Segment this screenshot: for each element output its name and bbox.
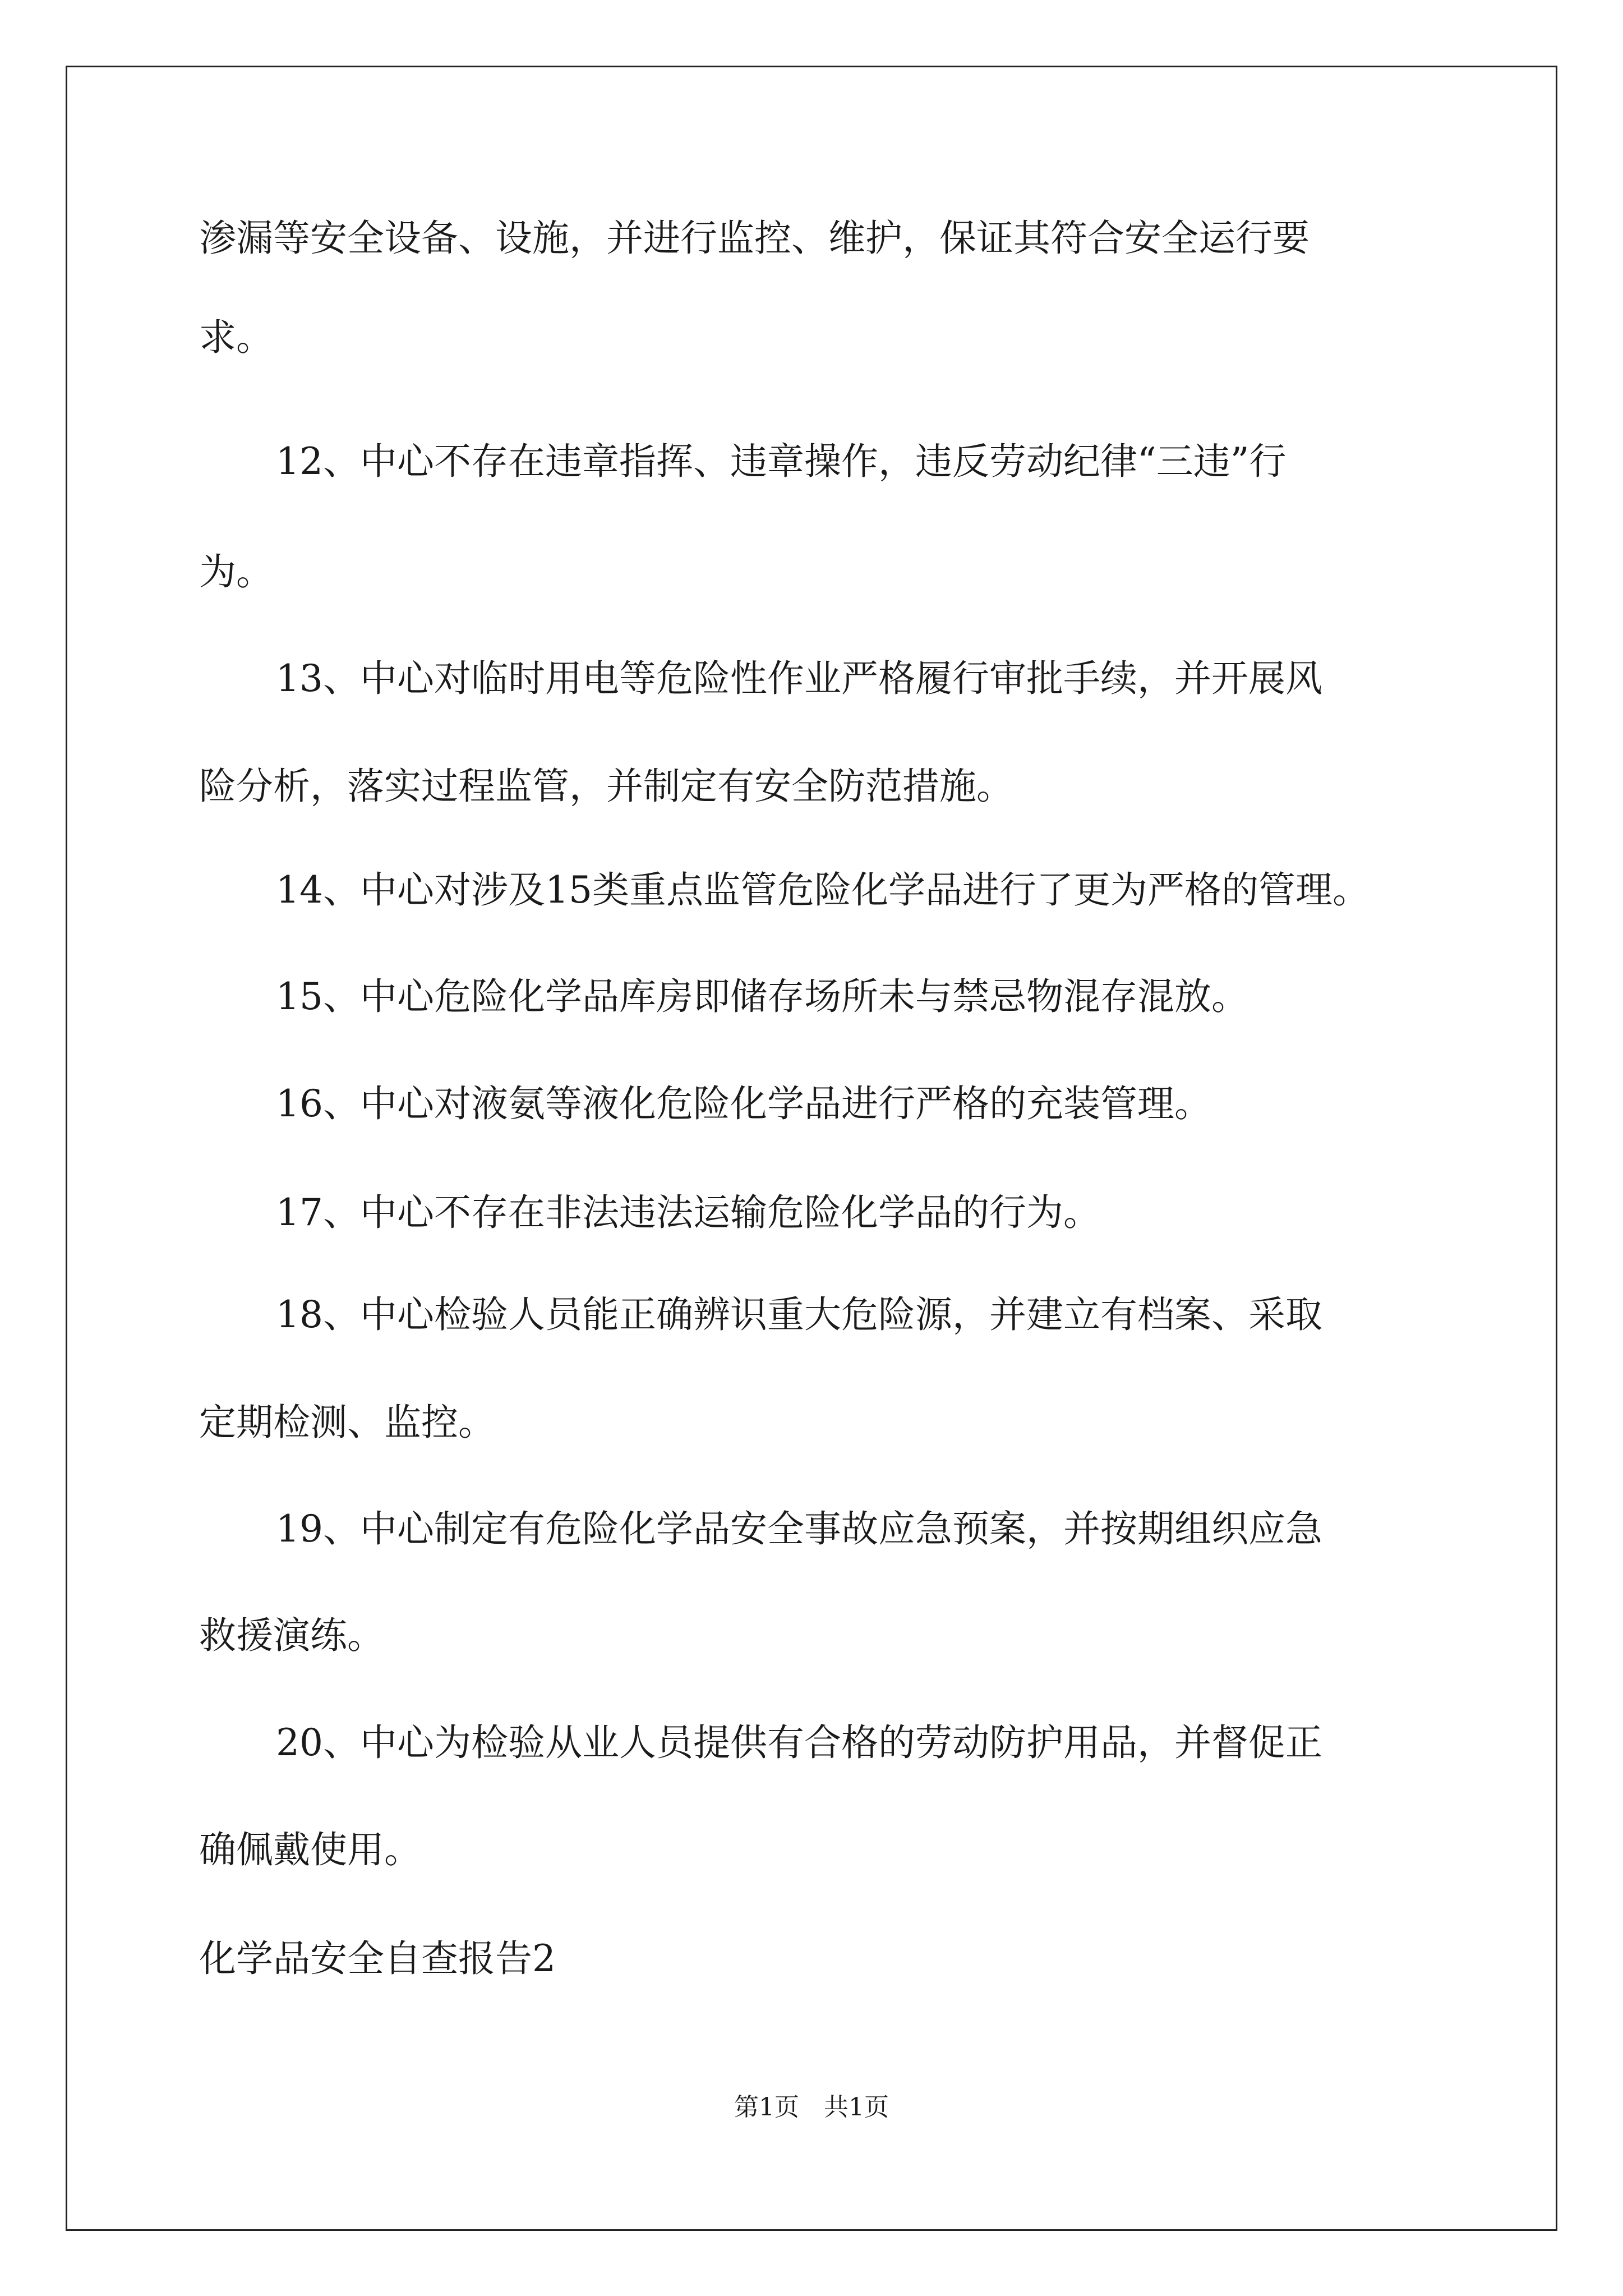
section-heading: 化学品安全自查报告2: [199, 1937, 556, 1980]
paragraph-line: 16、中心对液氨等液化危险化学品进行严格的充装管理。: [276, 1082, 1211, 1125]
paragraph-line: 15、中心危险化学品库房即储存场所未与禁忌物混存混放。: [276, 975, 1248, 1018]
paragraph-line: 20、中心为检验从业人员提供有合格的劳动防护用品，并督促正: [276, 1721, 1322, 1764]
paragraph-line: 渗漏等安全设备、设施，并进行监控、维护，保证其符合安全运行要: [199, 217, 1310, 260]
paragraph-line: 13、中心对临时用电等危险性作业严格履行审批手续，并开展风: [276, 657, 1322, 700]
paragraph-line: 救援演练。: [199, 1614, 384, 1657]
paragraph-line: 18、中心检验人员能正确辨识重大危险源，并建立有档案、采取: [276, 1293, 1322, 1336]
paragraph-line: 17、中心不存在非法违法运输危险化学品的行为。: [276, 1191, 1100, 1234]
paragraph-line: 确佩戴使用。: [199, 1828, 421, 1871]
page-footer: 第1页 共1页: [734, 2093, 889, 2122]
paragraph-line: 14、中心对涉及15类重点监管危险化学品进行了更为严格的管理。: [276, 868, 1370, 912]
paragraph-line: 定期检测、监控。: [199, 1401, 495, 1444]
paragraph-line: 求。: [199, 316, 273, 359]
page-border: [66, 66, 1557, 2231]
paragraph-line: 12、中心不存在违章指挥、违章操作，违反劳动纪律“三违”行: [276, 440, 1287, 483]
paragraph-line: 19、中心制定有危险化学品安全事故应急预案，并按期组织应急: [276, 1507, 1322, 1550]
paragraph-line: 险分析，落实过程监管，并制定有安全防范措施。: [199, 765, 1013, 808]
paragraph-line: 为。: [199, 550, 273, 593]
